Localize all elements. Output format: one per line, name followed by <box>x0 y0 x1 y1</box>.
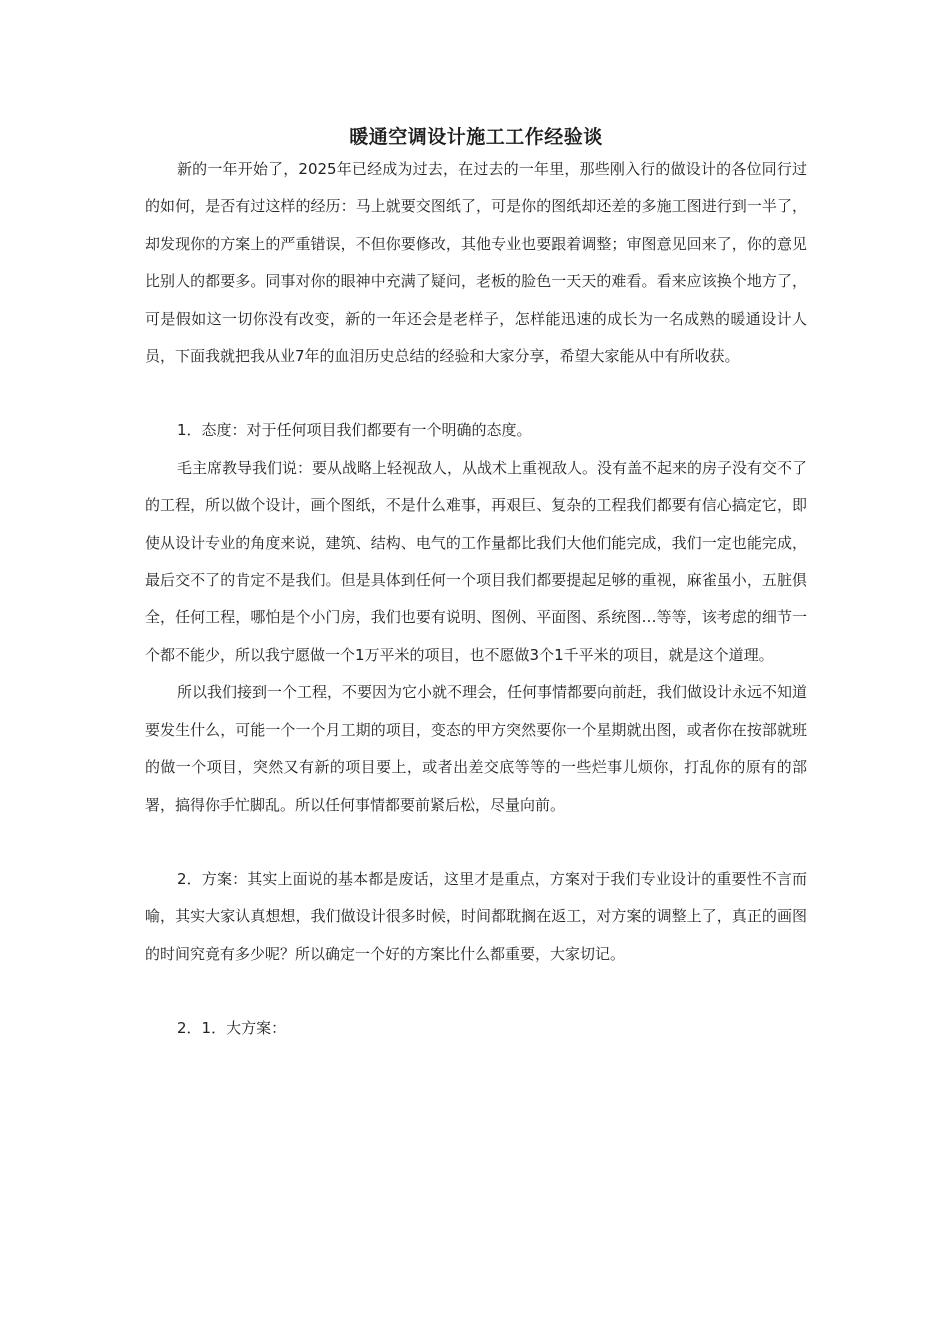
section-2-1-heading: 2．1．大方案： <box>177 1019 287 1038</box>
section-1-paragraph-2: 所以我们接到一个工程，不要因为它小就不理会，任何事情都要向前赶，我们做设计永远不知道要发生什么，可能一个一个月工期的项目，变态的甲方突然要你一个星期就出图，或者你在按部就班的做一个项目，突然又有新的项目要上，或者出差交底等等的一些烂事儿烦你，打乱你的原有的部署，搞得你手忙脚乱。所以任何事情都要前紧后松，尽量向前。 <box>145 683 808 814</box>
document-body <box>145 123 807 1048</box>
paragraph-spacer <box>145 824 807 861</box>
section-1-paragraph-1: 毛主席教导我们说：要从战略上轻视敌人，从战术上重视敌人。没有盖不起来的房子没有交不了的工程，所以做个设计，画个图纸，不是什么难事，再艰巨、复杂的工程我们都要有信心搞定它，即使从设计专业的角度来说，建筑、结构、电气的工作量都比我们大他们能完成，我们一定也能完成，最后交不了的肯定不是我们。但是具体到任何一个项目我们都要提起足够的重视，麻雀虽小，五脏俱全，任何工程，哪怕是个小门房，我们也要有说明、图例、平面图、系统图…等等，该考虑的细节一个都不能少，所以我宁愿做一个1万平米的项目，也不愿做3个1千平米的项目，就是这个道理。 <box>145 458 808 664</box>
paragraph-spacer <box>145 973 807 1010</box>
section-1-heading: 1．态度：对于任何项目我们都要有一个明确的态度。 <box>177 421 532 440</box>
intro-paragraph: 新的一年开始了，2025年已经成为过去，在过去的一年里，那些刚入行的做设计的各位同行过的如何，是否有过这样的经历：马上就要交图纸了，可是你的图纸却还差的多施工图进行到一半了，却发现你的方案上的严重错误，不但你要修改，其他专业也要跟着调整；审图意见回来了，你的意见比别人的都要多。同事对你的眼神中充满了疑问，老板的脸色一天天的难看。看来应该换个地方了，可是假如这一切你没有改变，新的一年还会是老样子，怎样能迅速的成长为一名成熟的暖通设计人员，下面我就把我从业7年的血泪历史总结的经验和大家分享，希望大家能从中有所收获。 <box>145 160 807 366</box>
section-2-paragraph-1: 2．方案：其实上面说的基本都是废话，这里才是重点，方案对于我们专业设计的重要性不言而喻，其实大家认真想想，我们做设计很多时候，时间都耽搁在返工，对方案的调整上了，真正的画图的时间究竟有多少呢？所以确定一个好的方案比什么都重要，大家切记。 <box>145 869 807 963</box>
document-title: 暖通空调设计施工工作经验谈 <box>349 126 603 148</box>
paragraph-spacer <box>145 375 807 412</box>
